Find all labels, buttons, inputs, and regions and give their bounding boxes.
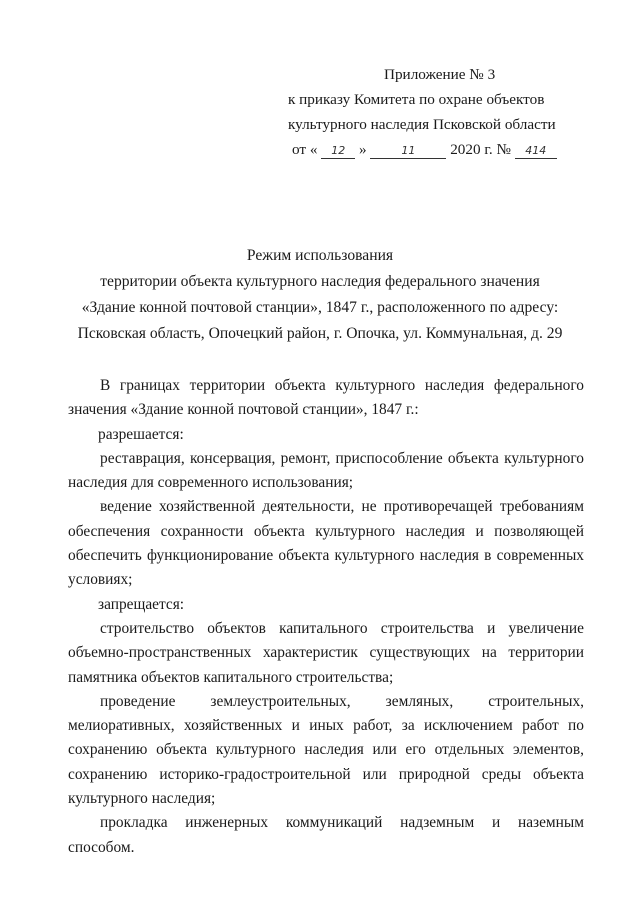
appendix-number: Приложение № 3 (384, 66, 496, 83)
appendix-order-line-2: культурного наследия Псковской области (288, 116, 556, 133)
intro-paragraph: В границах территории объекта культурного наследия федерального значения «Здание конной почтовой станции», 1847 г.: (68, 377, 584, 419)
order-number-handwritten: 414 (515, 144, 557, 159)
date-year: 2020 г. № (450, 141, 511, 158)
document-body (68, 374, 584, 860)
allowed-item: реставрация, консервация, ремонт, приспособление объекта культурного наследия для современного использования; (68, 449, 584, 492)
allowed-item: ведение хозяйственной деятельности, не противоречащей требованиям обеспечения сохранности объекта культурного наследия и позволяющей обеспечить функционирование объекта культурного наследия в современных условиях; (68, 498, 584, 589)
forbidden-item: строительство объектов капитального строительства и увеличение объемно-пространственных характеристик существующих на территории памятника объектов капитального строительства; (68, 619, 584, 686)
title-line-2: территории объекта культурного наследия федерального значения (100, 273, 540, 290)
appendix-date-line (288, 137, 588, 162)
title-line-3: «Здание конной почтовой станции», 1847 г., расположенного по адресу: (81, 299, 559, 316)
allowed-label: разрешается: (98, 425, 184, 443)
forbidden-item: прокладка инженерных коммуникаций надземным и наземным способом. (68, 814, 584, 856)
forbidden-item: проведение землеустроительных, земляных, строительных, мелиоративных, хозяйственных и иных работ, за исключением работ по сохранению объекта культурного наследия или его отдельных элементов, сохранению историко-градостроительной или природной среды объекта культурного наследия; (68, 692, 584, 808)
forbidden-label: запрещается: (98, 595, 185, 613)
title-line-1: Режим использования (246, 247, 394, 264)
appendix-header (288, 62, 588, 162)
date-day-handwritten: 12 (321, 144, 355, 159)
appendix-order-line-1: к приказу Комитета по охране объектов (288, 91, 545, 108)
date-mid: » (359, 141, 367, 158)
date-month-handwritten: 11 (370, 144, 446, 159)
date-prefix: от « (292, 141, 318, 158)
title-line-4: Псковская область, Опочецкий район, г. Опочка, ул. Коммунальная, д. 29 (77, 325, 563, 342)
document-title (60, 243, 580, 347)
